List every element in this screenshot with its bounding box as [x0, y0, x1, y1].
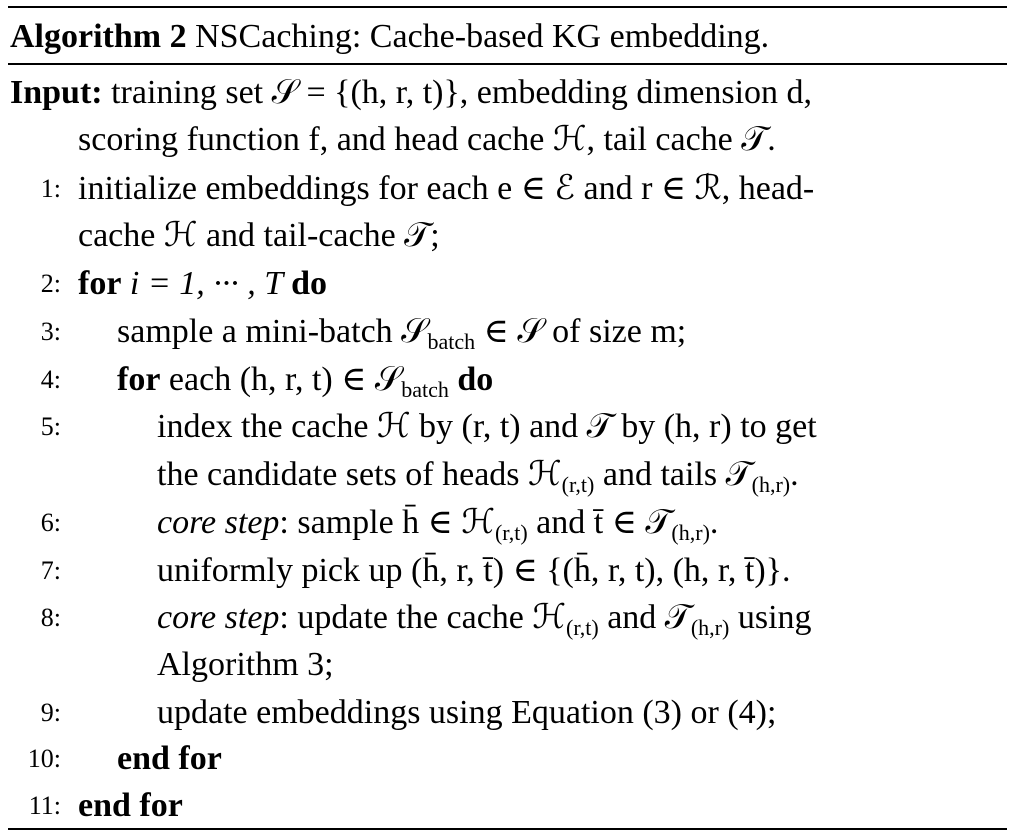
line-number: 9:	[40, 698, 61, 727]
caption-label: Algorithm 2	[10, 18, 187, 55]
input-text-2: scoring function f, and head cache ℋ, tail cache 𝒯.	[78, 121, 776, 158]
bottom-rule	[8, 828, 1007, 830]
subscript: (r,t)	[494, 520, 528, 545]
step-text: Algorithm 3;	[157, 646, 334, 683]
caption-rule	[8, 63, 1007, 65]
keyword-for: for	[117, 361, 161, 398]
step-text: ∈ 𝒮 of size m;	[475, 313, 687, 350]
line-number: 1:	[40, 174, 61, 203]
step-text: initialize embeddings for each e ∈ ℰ and r ∈ ℛ, head-	[78, 170, 815, 207]
core-step-label: core step	[157, 599, 280, 636]
line-number: 8:	[40, 603, 61, 632]
input-label: Input:	[10, 74, 103, 111]
step-text: index the cache ℋ by (r, t) and 𝒯 by (h, r) to get	[157, 408, 817, 445]
keyword-do: do	[457, 361, 494, 398]
step-text: the candidate sets of heads ℋ	[157, 456, 562, 493]
keyword-end-for: end for	[117, 740, 222, 777]
algorithm-caption	[10, 15, 769, 59]
line-number: 4:	[40, 365, 61, 394]
input-text-1: training set 𝒮 = {(h, r, t)}, embedding dimension d,	[111, 74, 813, 111]
line-number: 2:	[40, 269, 61, 298]
step-text: uniformly pick up (h̄, r, t̄) ∈ {(h̄, r, t), (h, r, t̄)}.	[157, 552, 791, 589]
subscript: (h,r)	[690, 615, 730, 640]
step-text: i = 1, ··· , T	[121, 265, 292, 302]
keyword-for: for	[78, 265, 122, 302]
line-number: 10:	[27, 744, 61, 773]
subscript: batch	[427, 329, 476, 354]
core-step-label: core step	[157, 504, 280, 541]
subscript: (r,t)	[561, 472, 595, 497]
line-number: 11:	[28, 791, 61, 820]
step-text: and 𝒯	[598, 599, 691, 636]
line-number: 6:	[40, 508, 61, 537]
top-rule	[8, 6, 1007, 8]
subscript: (h,r)	[751, 472, 791, 497]
keyword-end-for: end for	[78, 787, 183, 824]
step-text: : update the cache ℋ	[279, 599, 566, 636]
step-text: using	[729, 599, 812, 636]
line-number: 5:	[40, 412, 61, 441]
caption-title: NSCaching: Cache-based KG embedding.	[195, 18, 770, 55]
step-text: and t̄ ∈ 𝒯	[527, 504, 672, 541]
line-number: 7:	[40, 556, 61, 585]
step-text: cache ℋ and tail-cache 𝒯;	[78, 217, 440, 254]
subscript: batch	[401, 377, 449, 402]
subscript: (r,t)	[566, 615, 599, 640]
step-text: each (h, r, t) ∈ 𝒮	[160, 361, 402, 398]
step-text: : sample h̄ ∈ ℋ	[279, 504, 495, 541]
line-number: 3:	[40, 317, 61, 346]
step-text: .	[709, 504, 719, 541]
step-text: and tails 𝒯	[594, 456, 752, 493]
subscript: (h,r)	[671, 520, 710, 545]
keyword-do: do	[291, 265, 328, 302]
step-text: update embeddings using Equation (3) or (4);	[157, 694, 777, 731]
algorithm-box	[8, 6, 1007, 830]
step-text: .	[790, 456, 799, 493]
step-text: sample a mini-batch 𝒮	[117, 313, 428, 350]
